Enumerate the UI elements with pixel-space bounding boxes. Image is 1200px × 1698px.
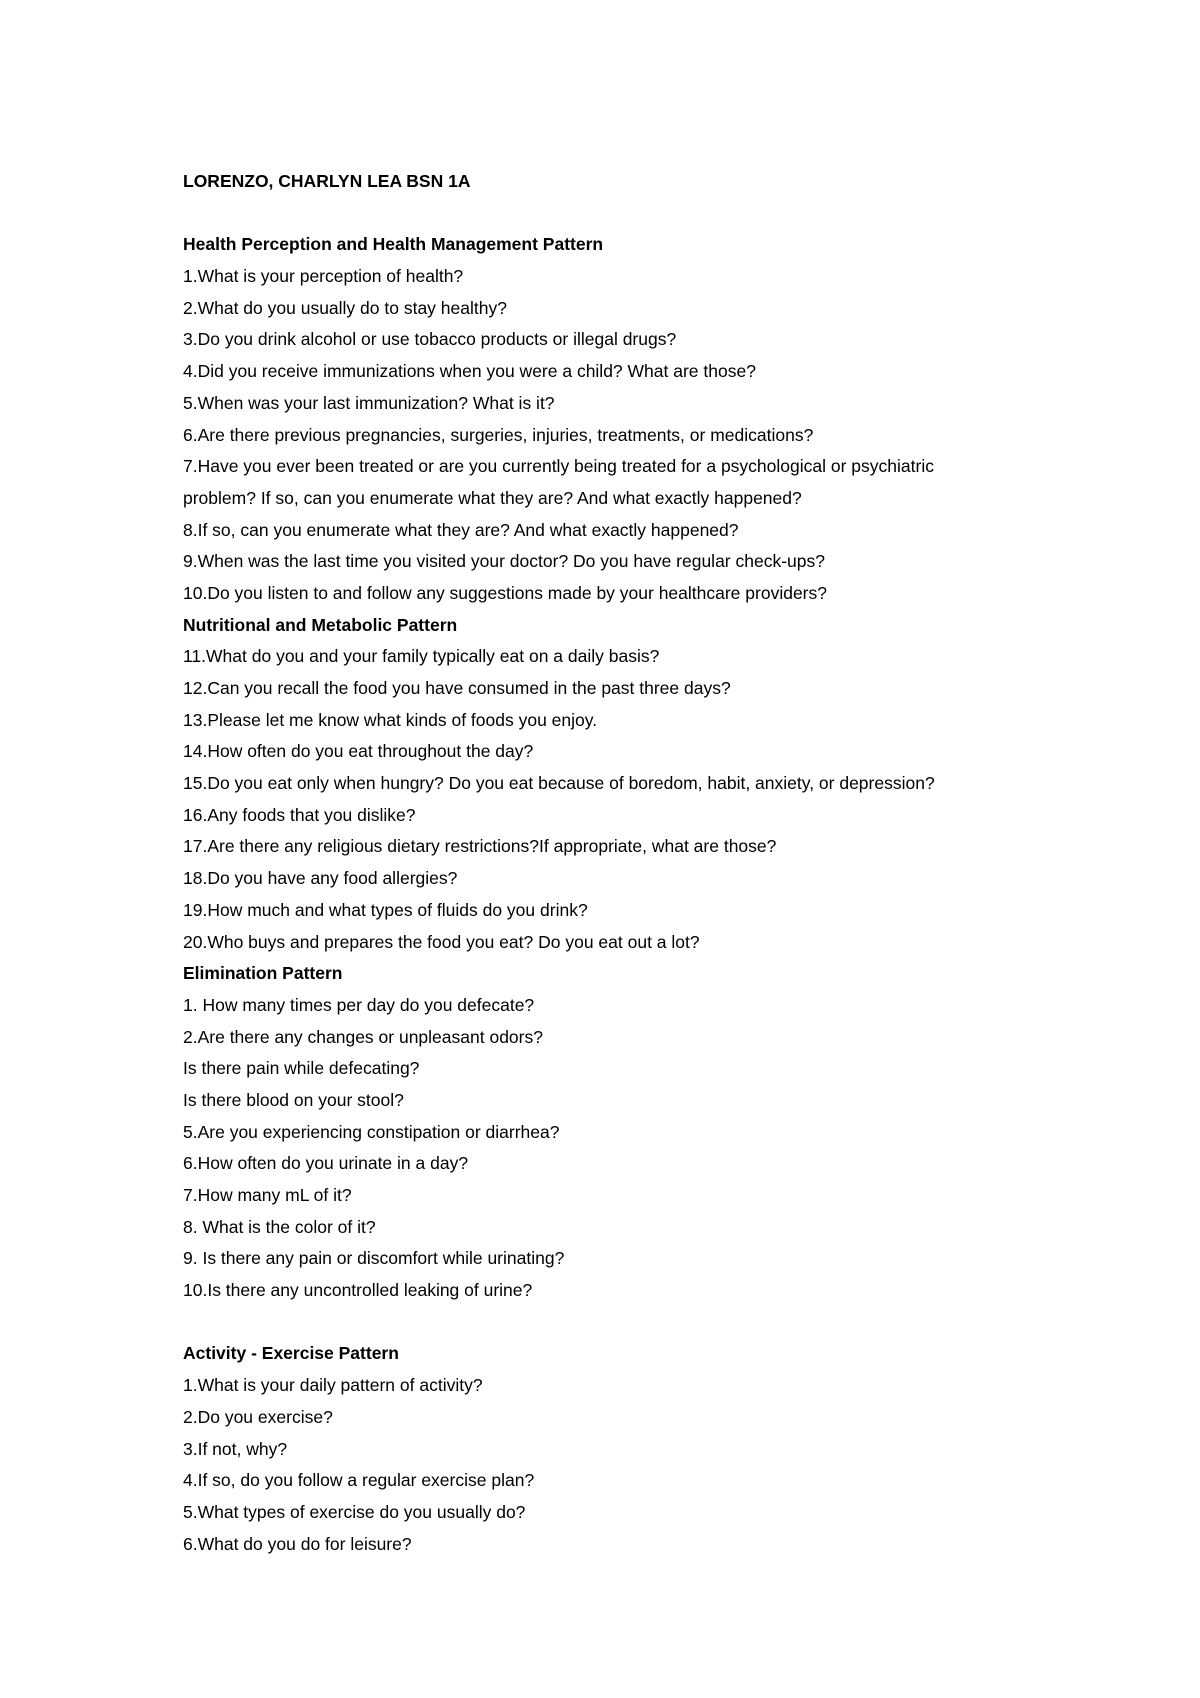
section-title: Health Perception and Health Management Pattern <box>183 234 604 255</box>
section-activity-exercise <box>183 1338 1083 1560</box>
list-item: 9.When was the last time you visited your doctor? Do you have regular check-ups? <box>183 551 825 572</box>
list-item: 14.How often do you eat throughout the day? <box>183 741 534 762</box>
list-item: 4.If so, do you follow a regular exercise plan? <box>183 1470 535 1491</box>
document-page <box>183 166 1083 1560</box>
section-title: Activity - Exercise Pattern <box>183 1343 399 1364</box>
list-item: 6.How often do you urinate in a day? <box>183 1153 469 1174</box>
list-item: 1.What is your daily pattern of activity? <box>183 1375 483 1396</box>
section-health-perception <box>183 229 1083 609</box>
spacer <box>183 198 1083 230</box>
list-item: 5.What types of exercise do you usually do? <box>183 1501 526 1522</box>
list-item: 7.Have you ever been treated or are you currently being treated for a psychological or psychiatric <box>183 456 934 477</box>
list-item: 6.Are there previous pregnancies, surgeries, injuries, treatments, or medications? <box>183 424 814 445</box>
list-item: 7.How many mL of it? <box>183 1185 352 1205</box>
list-item: 13.Please let me know what kinds of foods you enjoy. <box>183 709 598 730</box>
list-item: 19.How much and what types of fluids do you drink? <box>183 899 588 920</box>
section-title: Nutritional and Metabolic Pattern <box>183 614 458 635</box>
list-item: 10.Do you listen to and follow any suggestions made by your healthcare providers? <box>183 582 827 603</box>
list-item: 10.Is there any uncontrolled leaking of urine? <box>183 1280 533 1301</box>
list-item: Is there pain while defecating? <box>183 1058 420 1079</box>
list-item: 12.Can you recall the food you have consumed in the past three days? <box>183 678 731 698</box>
list-item: problem? If so, can you enumerate what they are? And what exactly happened? <box>183 487 802 508</box>
list-item: 18.Do you have any food allergies? <box>183 868 458 889</box>
section-title: Elimination Pattern <box>183 963 343 984</box>
list-item: 1. How many times per day do you defecate? <box>183 994 535 1015</box>
list-item: 17.Are there any religious dietary restrictions?If appropriate, what are those? <box>183 836 777 857</box>
list-item: 16.Any foods that you dislike? <box>183 804 416 825</box>
list-item: 20.Who buys and prepares the food you eat? Do you eat out a lot? <box>183 931 700 952</box>
list-item: 11.What do you and your family typically eat on a daily basis? <box>183 646 660 667</box>
list-item: 2.What do you usually do to stay healthy? <box>183 297 507 318</box>
list-item: 8.If so, can you enumerate what they are? And what exactly happened? <box>183 519 739 540</box>
list-item: 9. Is there any pain or discomfort while urinating? <box>183 1248 565 1269</box>
list-item: 2.Are there any changes or unpleasant odors? <box>183 1026 543 1047</box>
list-item: 2.Do you exercise? <box>183 1406 333 1427</box>
list-item: 3.Do you drink alcohol or use tobacco products or illegal drugs? <box>183 329 677 350</box>
list-item: 5.Are you experiencing constipation or diarrhea? <box>183 1121 560 1142</box>
list-item: 6.What do you do for leisure? <box>183 1533 412 1554</box>
section-elimination <box>183 958 1083 1307</box>
list-item: 3.If not, why? <box>183 1438 288 1459</box>
list-item: 1.What is your perception of health? <box>183 266 464 287</box>
spacer <box>183 1307 1083 1339</box>
list-item: Is there blood on your stool? <box>183 1089 404 1110</box>
list-item: 5.When was your last immunization? What is it? <box>183 392 555 413</box>
section-nutritional-metabolic <box>183 610 1083 959</box>
list-item: 15.Do you eat only when hungry? Do you eat because of boredom, habit, anxiety, or depression? <box>183 773 935 794</box>
document-header: LORENZO, CHARLYN LEA BSN 1A <box>183 171 471 191</box>
list-item: 4.Did you receive immunizations when you were a child? What are those? <box>183 361 756 382</box>
list-item: 8. What is the color of it? <box>183 1216 376 1237</box>
